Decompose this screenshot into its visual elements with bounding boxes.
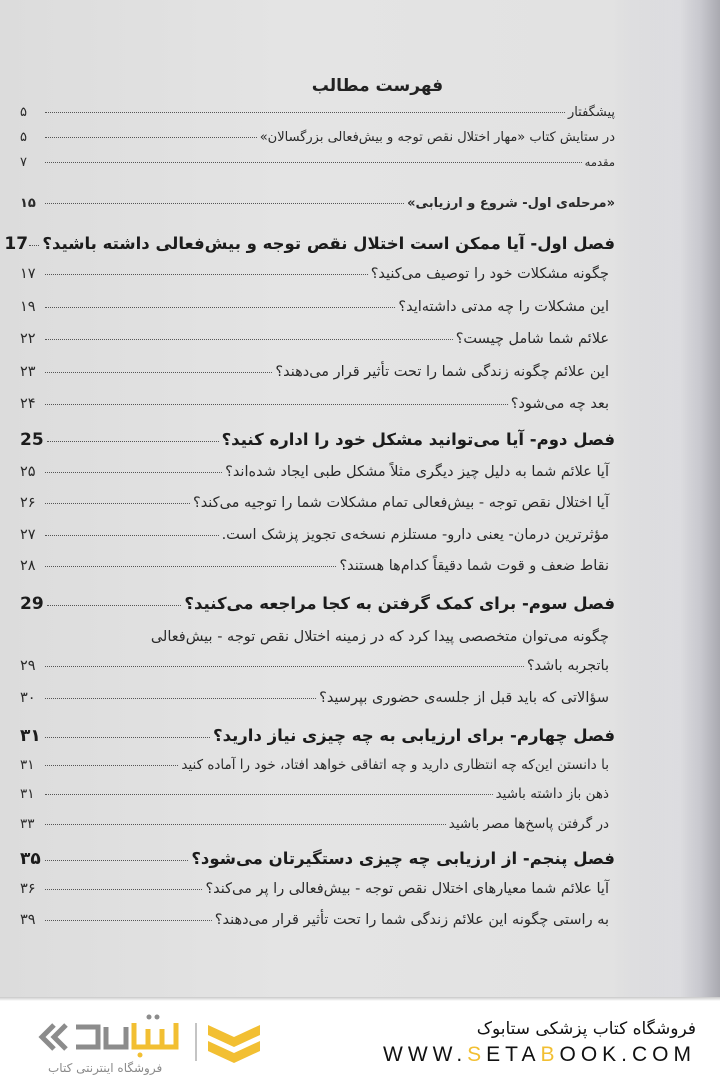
toc-page-number: ۲۸ bbox=[20, 558, 36, 574]
leader-dots bbox=[45, 737, 210, 738]
toc-chapter-1 bbox=[4, 234, 615, 254]
toc-title: فهرست مطالب bbox=[311, 76, 444, 96]
toc-page-number: ۳۵ bbox=[20, 849, 41, 869]
toc-subentry bbox=[20, 528, 615, 543]
toc-entry-label: آیا اختلال نقص توجه - بیش‌فعالی تمام مشکلات شما را توجیه می‌کند؟ bbox=[193, 495, 609, 511]
toc-page-number: ۲۹ bbox=[20, 657, 36, 674]
book-emblem-icon bbox=[208, 1025, 260, 1063]
shop-name: فروشگاه کتاب پزشکی ستابوک bbox=[476, 1019, 696, 1039]
leader-dots bbox=[45, 765, 178, 766]
toc-page-number: ۷ bbox=[20, 155, 27, 170]
toc-subentry bbox=[20, 882, 615, 897]
toc-entry-label: «مرحله‌ی اول- شروع و ارزیابی» bbox=[407, 196, 615, 211]
leader-dots bbox=[45, 274, 368, 275]
toc-chapter-3 bbox=[20, 593, 615, 614]
toc-page-number: ۱۷ bbox=[20, 266, 36, 282]
toc-subentry bbox=[20, 756, 615, 773]
toc-entry-label: این علائم چگونه زندگی شما را تحت تأثیر قرار می‌دهند؟ bbox=[275, 363, 609, 380]
url-part-highlight: S bbox=[467, 1043, 487, 1066]
toc-entry-praise bbox=[20, 131, 615, 144]
leader-dots bbox=[45, 472, 222, 473]
leader-dots bbox=[45, 566, 336, 567]
url-part: ETA bbox=[486, 1043, 541, 1066]
toc-page-number: 25 bbox=[20, 429, 44, 450]
leader-dots bbox=[45, 307, 395, 308]
toc-entry-label: با دانستن این‌که چه انتظاری دارید و چه اتفاقی خواهد افتاد، خود را آماده کنید bbox=[181, 756, 609, 773]
leader-dots bbox=[45, 203, 404, 204]
toc-page-number: ۳۱ bbox=[20, 786, 35, 802]
toc-entry-label: ذهن باز داشته باشید bbox=[495, 786, 609, 802]
toc-entry-label: مقدمه bbox=[584, 155, 615, 169]
toc-page-number: ۲۵ bbox=[20, 463, 36, 480]
leader-dots bbox=[45, 339, 453, 340]
toc-page-number: ۲۷ bbox=[20, 526, 36, 543]
toc-entry-label: به راستی چگونه این علائم زندگی شما را تحت تأثیر قرار می‌دهند؟ bbox=[214, 911, 609, 928]
toc-chapter-4 bbox=[20, 725, 615, 746]
chapter-title: فصل سوم- برای کمک گرفتن به کجا مراجعه می‌کنید؟ bbox=[184, 593, 615, 613]
toc-subentry bbox=[20, 659, 615, 674]
leader-dots bbox=[45, 535, 219, 536]
chapter-title: فصل دوم- آیا می‌توانید مشکل خود را اداره کنید؟ bbox=[221, 429, 615, 449]
leader-dots bbox=[29, 245, 39, 246]
store-banner bbox=[0, 997, 720, 1080]
toc-page-number: ۱۹ bbox=[20, 298, 36, 315]
leader-dots bbox=[45, 824, 446, 825]
toc-page-number: ۳۱ bbox=[20, 756, 35, 773]
leader-dots bbox=[45, 404, 508, 405]
toc-page-number: ۳۰ bbox=[20, 690, 36, 706]
toc-subentry bbox=[20, 465, 615, 480]
toc-subentry bbox=[20, 300, 615, 315]
toc-chapter-2 bbox=[20, 429, 615, 450]
toc-entry-label: مؤثرترین درمان- یعنی دارو- مستلزم نسخه‌ی تجویز پزشک است. bbox=[221, 526, 609, 543]
toc-entry-label: نقاط ضعف و قوت شما دقیقاً کدام‌ها هستند؟ bbox=[339, 558, 609, 574]
url-part: WWW. bbox=[383, 1043, 468, 1066]
chapter-title: فصل پنجم- از ارزیابی چه چیزی دستگیرتان می‌شود؟ bbox=[191, 849, 615, 868]
toc-chapter-5 bbox=[20, 851, 615, 868]
toc-entry-label: پیشگفتار bbox=[567, 105, 615, 120]
logo-subtitle: فروشگاه اینترنتی کتاب bbox=[48, 1061, 163, 1075]
leader-dots bbox=[45, 889, 202, 890]
toc-entry-label: آیا علائم شما به دلیل چیز دیگری مثلاً مشکل طبی ایجاد شده‌اند؟ bbox=[225, 463, 609, 480]
table-of-contents bbox=[4, 72, 615, 928]
toc-page-number: ۲۳ bbox=[20, 363, 36, 380]
leader-dots bbox=[47, 605, 182, 606]
toc-entry-label: چگونه مشکلات خود را توصیف می‌کنید؟ bbox=[370, 266, 609, 282]
leader-dots bbox=[45, 112, 565, 113]
toc-page-number: ۳۱ bbox=[20, 725, 41, 746]
toc-page-number: 17 bbox=[4, 234, 29, 254]
toc-page-number: ۲۴ bbox=[20, 396, 36, 412]
toc-entry-preface bbox=[20, 106, 615, 119]
toc-page-number: ۲۶ bbox=[20, 495, 36, 511]
toc-subentry bbox=[20, 397, 615, 412]
leader-dots bbox=[45, 860, 188, 861]
toc-subentry bbox=[20, 788, 615, 802]
toc-subentry bbox=[20, 267, 615, 282]
toc-page-number: ۳۶ bbox=[20, 881, 36, 897]
leader-dots bbox=[45, 666, 524, 667]
toc-page-number: 29 bbox=[20, 593, 44, 614]
url-part-highlight: B bbox=[540, 1043, 560, 1066]
toc-entry-label: سؤالاتی که باید قبل از جلسه‌ی حضوری بپرسید؟ bbox=[319, 690, 609, 706]
double-chevron-icon bbox=[42, 1025, 66, 1049]
toc-entry-part-one bbox=[20, 197, 615, 210]
toc-page-number: ۱۵ bbox=[20, 196, 36, 211]
logo-wordmark-gold bbox=[134, 1023, 176, 1047]
toc-subentry bbox=[20, 691, 615, 706]
leader-dots bbox=[45, 503, 190, 504]
toc-page-number: ۵ bbox=[20, 105, 27, 120]
toc-entry-label: باتجربه باشد؟ bbox=[526, 657, 609, 674]
banner-divider bbox=[0, 997, 720, 1001]
toc-entry-label: این مشکلات را چه مدتی داشته‌اید؟ bbox=[398, 298, 609, 315]
chapter-title: فصل اول- آیا ممکن است اختلال نقص توجه و بیش‌فعالی داشته باشید؟ bbox=[42, 234, 615, 253]
logo-wordmark-gray bbox=[76, 1027, 126, 1047]
leader-dots bbox=[45, 794, 493, 795]
toc-subentry bbox=[20, 913, 615, 928]
toc-subentry-line1: چگونه می‌توان متخصصی پیدا کرد که در زمینه اختلال نقص توجه - بیش‌فعالی bbox=[150, 628, 609, 645]
toc-entry-label: در گرفتن پاسخ‌ها مصر باشید bbox=[448, 815, 609, 832]
page-edge-shadow bbox=[620, 0, 720, 997]
toc-subentry bbox=[20, 365, 615, 380]
toc-page-number: ۳۳ bbox=[20, 815, 35, 832]
toc-subentry bbox=[20, 332, 615, 347]
toc-subentry bbox=[20, 496, 615, 511]
leader-dots bbox=[45, 698, 316, 699]
leader-dots bbox=[45, 137, 257, 138]
leader-dots bbox=[45, 920, 212, 921]
leader-dots bbox=[47, 441, 219, 442]
toc-entry-label: آیا علائم شما معیارهای اختلال نقص توجه - بیش‌فعالی را پر می‌کند؟ bbox=[205, 881, 609, 897]
toc-page-number: ۵ bbox=[20, 130, 27, 145]
leader-dots bbox=[45, 162, 582, 163]
toc-subentry bbox=[20, 815, 615, 832]
toc-entry-label: بعد چه می‌شود؟ bbox=[510, 396, 609, 412]
toc-page-number: ۲۲ bbox=[20, 331, 36, 347]
shop-url-link[interactable] bbox=[383, 1043, 696, 1067]
toc-subentry bbox=[20, 559, 615, 574]
leader-dots bbox=[45, 372, 272, 373]
chapter-title: فصل چهارم- برای ارزیابی به چه چیزی نیاز دارید؟ bbox=[213, 725, 615, 745]
toc-entry-label: در ستایش کتاب «مهار اختلال نقص توجه و بیش‌فعالی بزرگسالان» bbox=[259, 130, 615, 145]
toc-page-number: ۳۹ bbox=[20, 911, 36, 928]
url-part: OOK.COM bbox=[559, 1043, 696, 1066]
toc-entry-introduction bbox=[20, 156, 615, 169]
toc-entry-label: علائم شما شامل چیست؟ bbox=[455, 331, 609, 347]
